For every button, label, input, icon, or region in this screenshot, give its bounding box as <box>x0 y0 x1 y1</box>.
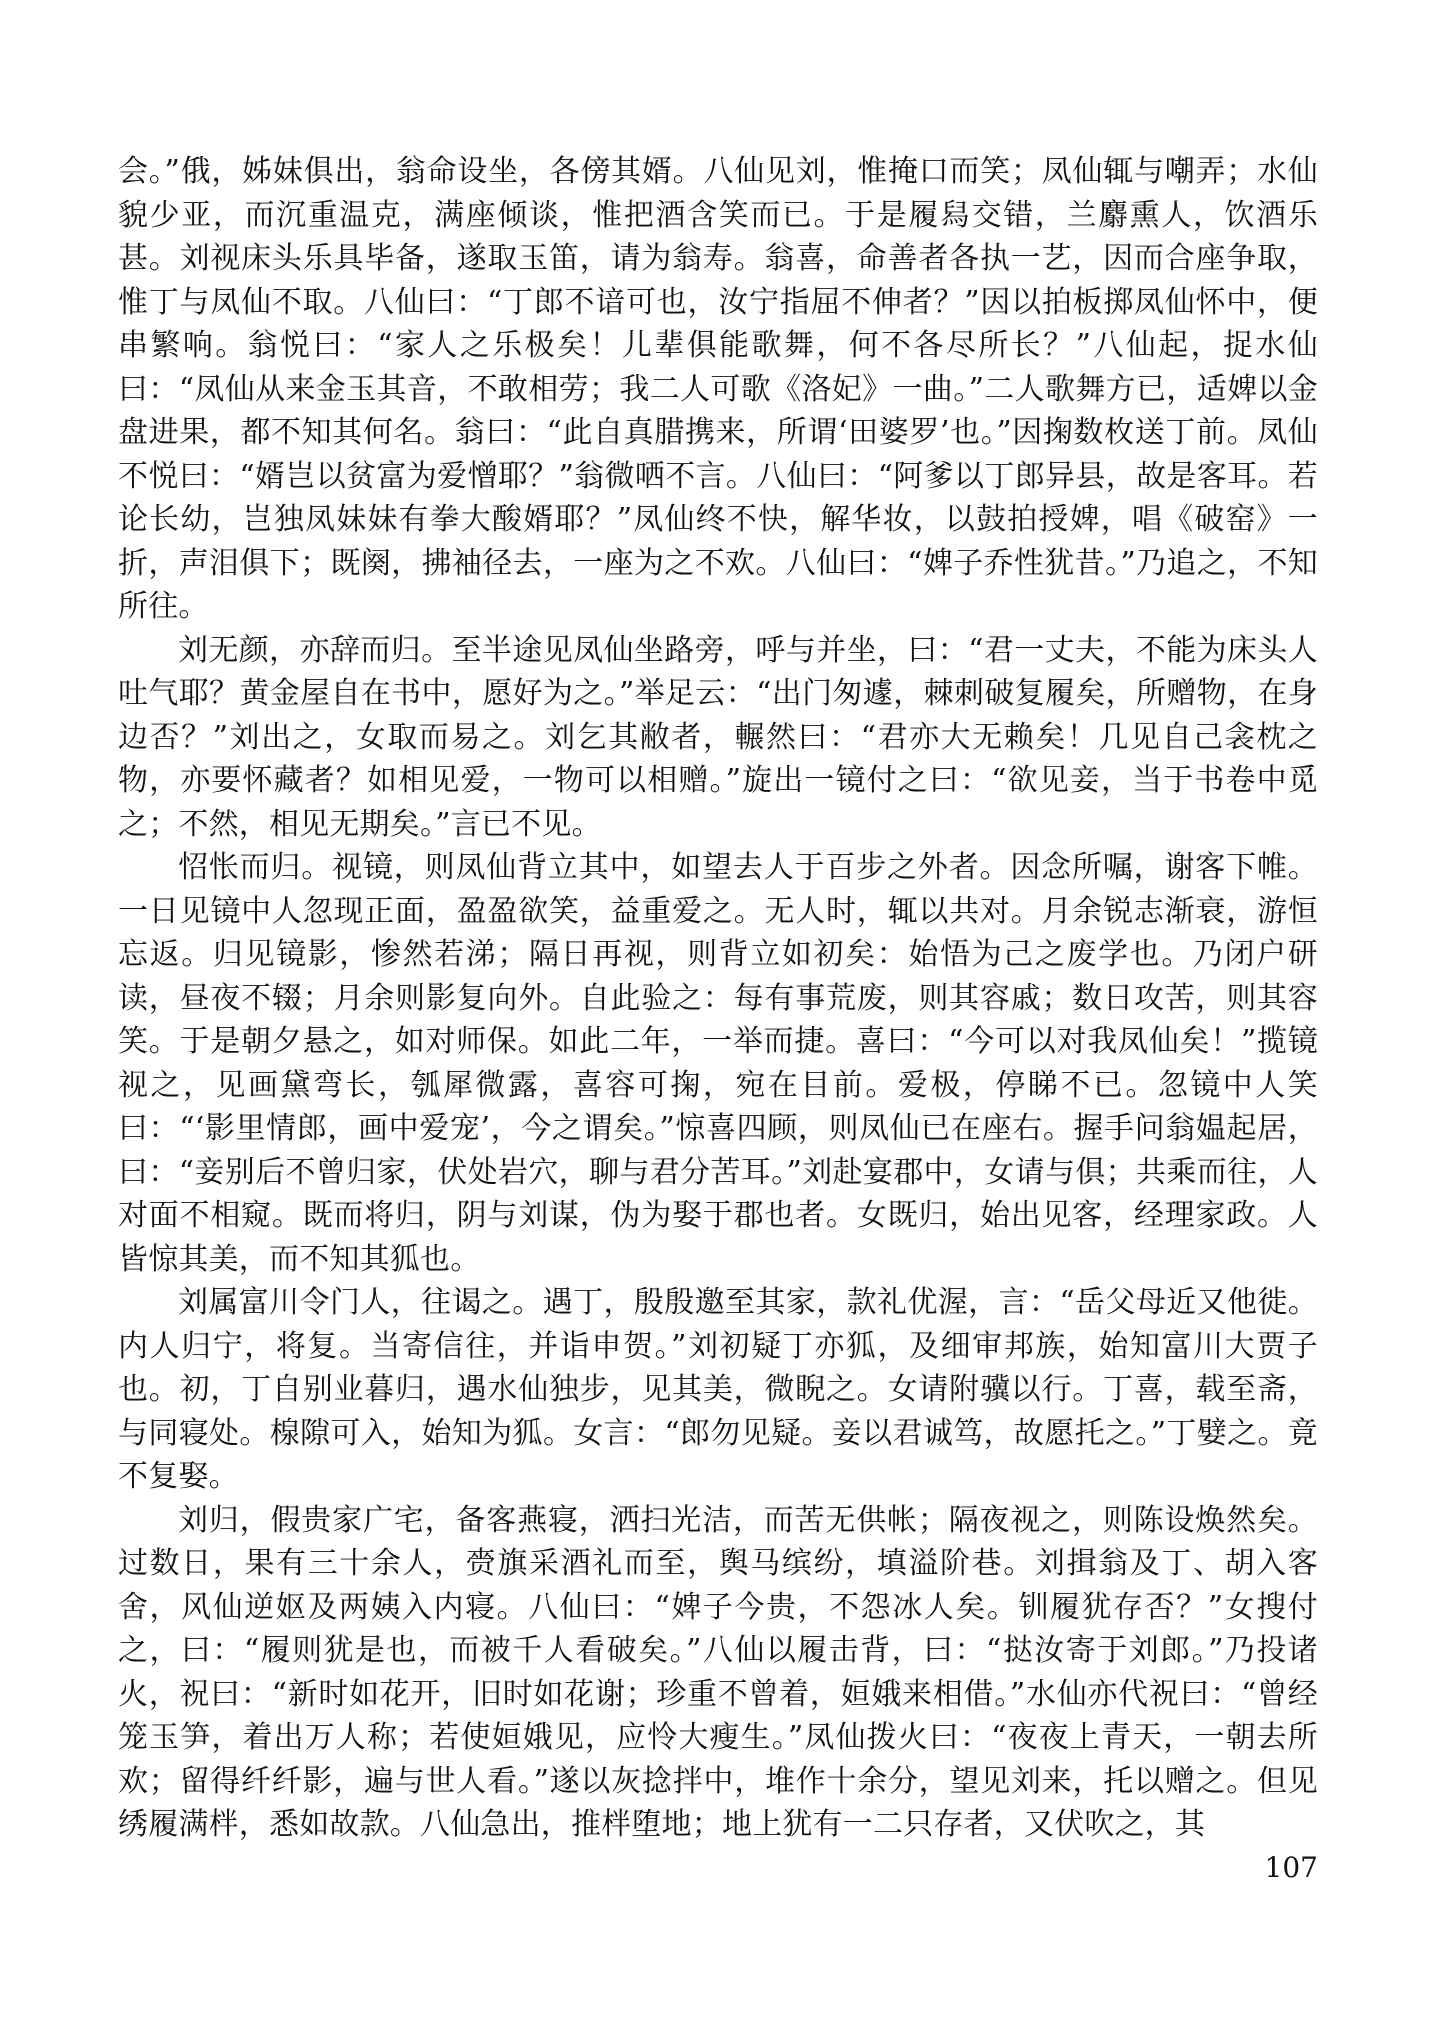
paragraph: 怊怅而归。视镜，则凤仙背立其中，如望去人于百步之外者。因念所嘱，谢客下帷。一日见镜中人忽现正面，盈盈欲笑，益重爱之。无人时，辄以共对。月余锐志渐衰，游恒忘返。归见镜影，惨然若涕；隔日再视，则背立如初矣：始悟为己之废学也。乃闭户研读，昼夜不辍；月余则影复向外。自此验之：每有事荒废，则其容戚；数日攻苦，则其容笑。于是朝夕悬之，如对师保。如此二年，一举而捷。喜曰：“今可以对我凤仙矣！”揽镜视之，见画黛弯长，瓠犀微露，喜容可掬，宛在目前。爱极，停睇不已。忽镜中人笑曰：“‘影里情郎，画中爱宠’，今之谓矣。”惊喜四顾，则凤仙已在座右。握手问翁媪起居，曰：“妾别后不曾归家，伏处岩穴，聊与君分苦耳。”刘赴宴郡中，女请与俱；共乘而往，人对面不相窥。既而将归，阴与刘谋，伪为娶于郡也者。女既归，始出见客，经理家政。人皆惊其美，而不知其狐也。 <box>118 850 1318 1277</box>
page-text <box>118 150 1318 1847</box>
paragraph: 刘归，假贵家广宅，备客燕寝，洒扫光洁，而苦无供帐；隔夜视之，则陈设焕然矣。过数日，果有三十余人，赍旗采酒礼而至，舆马缤纷，填溢阶巷。刘揖翁及丁、胡入客舍，风仙逆妪及两姨入内寝。八仙曰：“婢子今贵，不怨冰人矣。钏履犹存否？”女搜付之，曰：“履则犹是也，而被千人看破矣。”八仙以履击背，曰：“挞汝寄于刘郎。”乃投诸火，祝曰：“新时如花开，旧时如花谢；珍重不曾着，姮娥来相借。”水仙亦代祝曰：“曾经笼玉笋，着出万人称；若使姮娥见，应怜大瘦生。”凤仙拨火曰：“夜夜上青天，一朝去所欢；留得纤纤影，遍与世人看。”遂以灰捻拌中，堆作十余分，望见刘来，托以赠之。但见绣履满柈，悉如故款。八仙急出，推柈堕地；地上犹有一二只存者，又伏吹之，其 <box>118 1502 1318 1842</box>
paragraph: 会。”俄，姊妹俱出，翁命设坐，各傍其婿。八仙见刘，惟掩口而笑；凤仙辄与嘲弄；水仙貌少亚，而沉重温克，满座倾谈，惟把酒含笑而已。于是履舄交错，兰麝熏人，饮酒乐甚。刘视床头乐具毕备，遂取玉笛，请为翁寿。翁喜，命善者各执一艺，因而合座争取，惟丁与凤仙不取。八仙曰：“丁郎不谙可也，汝宁指屈不伸者？”因以拍板掷凤仙怀中，便串繁响。翁悦曰：“家人之乐极矣！儿辈俱能歌舞，何不各尽所长？”八仙起，捉水仙曰：“凤仙从来金玉其音，不敢相劳；我二人可歌《洛妃》一曲。”二人歌舞方已，适婢以金盘进果，都不知其何名。翁曰：“此自真腊携来，所谓‘田婆罗’也。”因掬数枚送丁前。凤仙不悦曰：“婿岂以贫富为爱憎耶？”翁微哂不言。八仙曰：“阿爹以丁郎异县，故是客耳。若论长幼，岂独凤妹妹有拳大酸婿耶？”凤仙终不快，解华妆，以鼓拍授婢，唱《破窑》一折，声泪俱下；既阕，拂袖径去，一座为之不欢。八仙曰：“婢子乔性犹昔。”乃追之，不知所往。 <box>118 154 1318 624</box>
paragraph: 刘属富川令门人，往谒之。遇丁，殷殷邀至其家，款礼优渥，言：“岳父母近又他徙。内人归宁，将复。当寄信往，并诣申贺。”刘初疑丁亦狐，及细审邦族，始知富川大贾子也。初，丁自别业暮归，遇水仙独步，见其美，微睨之。女请附骥以行。丁喜，载至斋，与同寝处。楾隙可入，始知为狐。女言：“郎勿见疑。妾以君诚笃，故愿托之。”丁嬖之。竟不复娶。 <box>118 1285 1318 1494</box>
page-number: 107 <box>1264 1851 1318 1884</box>
paragraph: 刘无颜，亦辞而归。至半途见凤仙坐路旁，呼与并坐，曰：“君一丈夫，不能为床头人吐气耶？黄金屋自在书中，愿好为之。”举足云：“出门匆遽，棘刺破复履矣，所赠物，在身边否？”刘出之，女取而易之。刘乞其敝者，輾然曰：“君亦大无赖矣！几见自己衾枕之物，亦要怀藏者？如相见爱，一物可以相赠。”旋出一镜付之曰：“欲见妾，当于书卷中觅之；不然，相见无期矣。”言已不见。 <box>118 632 1318 842</box>
